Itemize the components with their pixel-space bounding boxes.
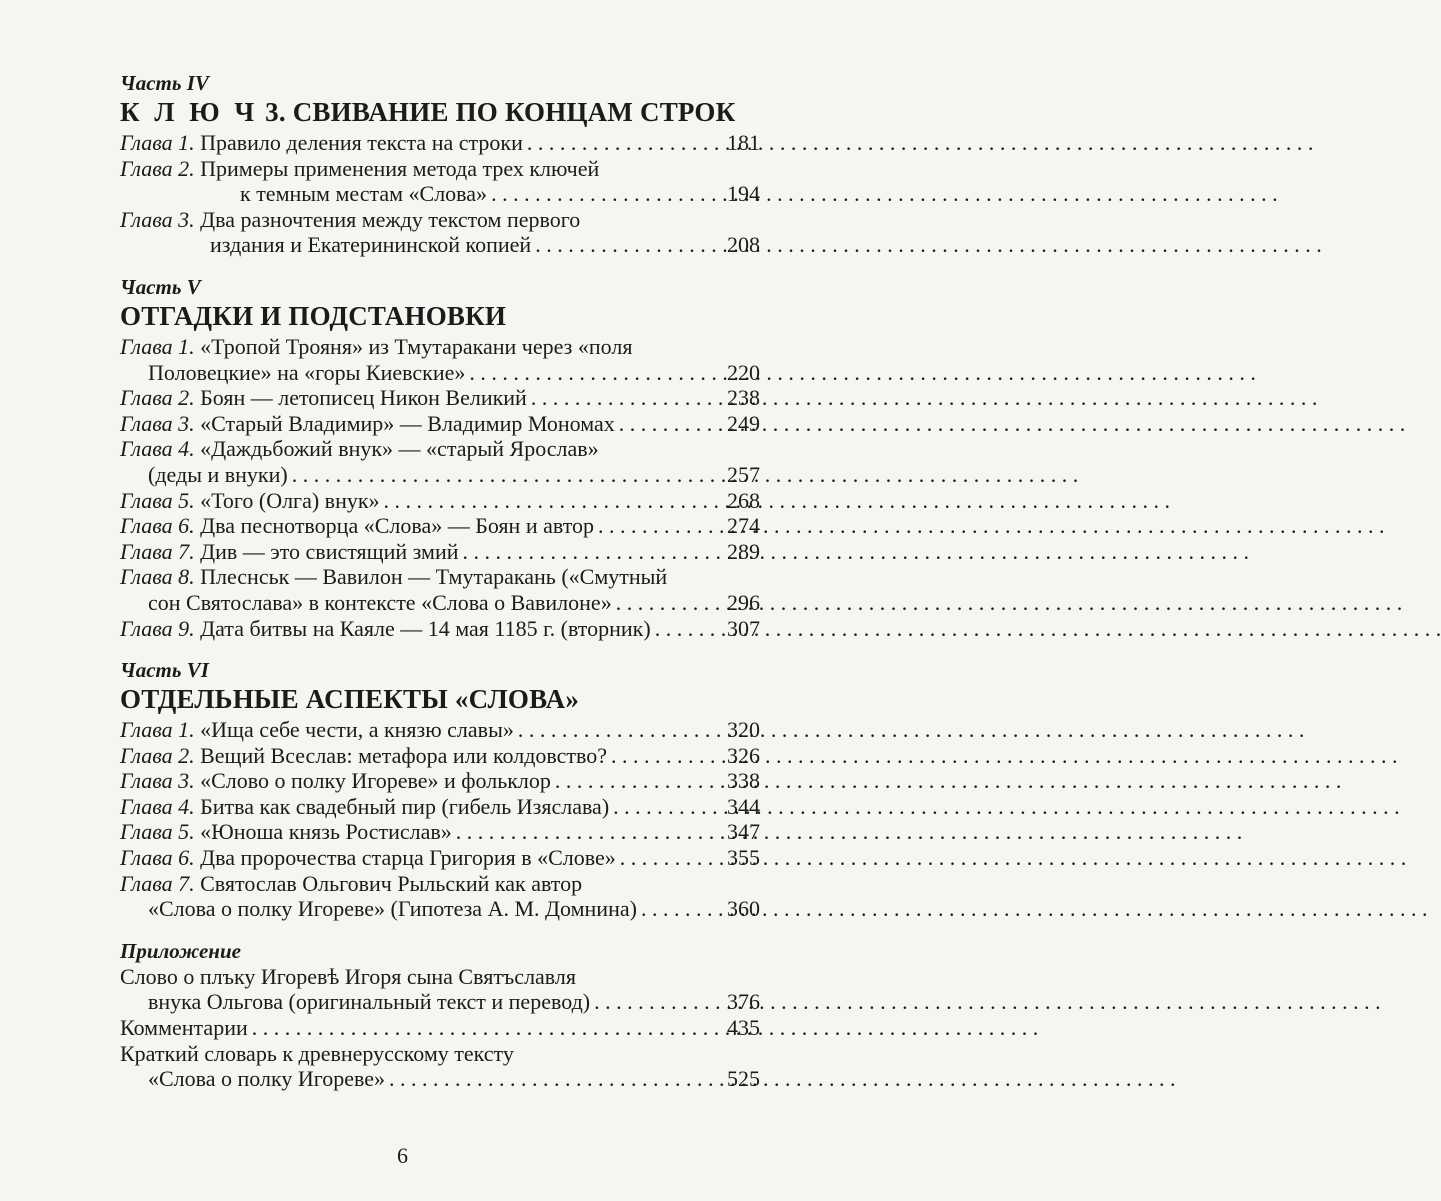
entry-title: Дата битвы на Каяле — 14 мая 1185 г. (вторник) xyxy=(200,615,651,641)
page-number: 344 xyxy=(727,793,760,819)
toc-entry xyxy=(120,488,760,514)
entry-title-continued: Половецкие» на «горы Киевские» xyxy=(148,359,466,385)
entry-title-continued: сон Святослава» в контексте «Слова о Вавилоне» xyxy=(148,589,612,615)
entry-title: Див — это свистящий змий xyxy=(200,538,459,564)
chapter-label: Глава 2. xyxy=(120,742,195,768)
entry-title: Два пророчества старца Григория в «Слове» xyxy=(200,845,616,871)
entry-title-continued: «Слова о полку Игореве» (Гипотеза А. М. Домнина) xyxy=(148,896,637,922)
part-title-lead: К Л Ю Ч xyxy=(120,97,259,127)
part-label: Часть V xyxy=(120,274,201,299)
toc-entry xyxy=(120,964,760,1015)
page-number: 257 xyxy=(727,461,760,487)
page-number: 320 xyxy=(727,717,760,743)
page-number: 360 xyxy=(727,896,760,922)
toc-entry xyxy=(120,819,760,845)
entry-title: «Тропой Трояня» из Тмутаракани через «поля xyxy=(200,333,633,359)
entry-title-continued: (деды и внуки) xyxy=(148,461,288,487)
page-number: 249 xyxy=(727,410,760,436)
entry-title: Краткий словарь к древнерусскому тексту xyxy=(120,1040,514,1066)
entry-title: Правило деления текста на строки xyxy=(200,130,523,155)
entry-title: Битва как свадебный пир (гибель Изяслава) xyxy=(200,793,610,819)
chapter-label: Глава 5. xyxy=(120,819,195,845)
part-v-section xyxy=(120,274,760,641)
entry-title: Плеснськ — Вавилон — Тмутаракань («Смутный xyxy=(200,564,668,590)
page-number: 194 xyxy=(727,181,760,207)
page-number: 435 xyxy=(727,1015,760,1041)
page-folio: 6 xyxy=(397,1143,408,1168)
part-iv-section xyxy=(120,70,760,258)
toc-entry xyxy=(120,1041,760,1092)
page-number: 268 xyxy=(727,487,760,513)
part-title: ОТГАДКИ И ПОДСТАНОВКИ xyxy=(120,300,507,331)
entry-title: Два разночтения между текстом первого xyxy=(200,206,581,232)
page-number: 376 xyxy=(727,989,760,1015)
chapter-label: Глава 3. xyxy=(120,768,195,794)
part-title-rest: 3. СВИВАНИЕ ПО КОНЦАМ СТРОК xyxy=(258,97,736,127)
page-number: 307 xyxy=(727,615,760,641)
part-title: ОТДЕЛЬНЫЕ АСПЕКТЫ «СЛОВА» xyxy=(120,684,580,715)
entry-title: «Даждьбожий внук» — «старый Ярослав» xyxy=(200,436,599,462)
entry-title: «Ища себе чести, а князю славы» xyxy=(200,717,514,743)
chapter-label: Глава 1. xyxy=(120,130,195,155)
page-number: 238 xyxy=(727,385,760,411)
toc-entry xyxy=(120,845,760,871)
page-number: 296 xyxy=(727,589,760,615)
toc-entry xyxy=(120,513,760,539)
table-of-contents xyxy=(120,70,760,1108)
page-number: 274 xyxy=(727,513,760,539)
entry-title: «Юноша князь Ростислав» xyxy=(200,819,452,845)
entry-title: Вещий Всеслав: метафора или колдовство? xyxy=(200,742,608,768)
toc-entry xyxy=(120,207,760,258)
toc-entry xyxy=(120,743,760,769)
page-number: 347 xyxy=(727,819,760,845)
toc-entry xyxy=(120,616,760,642)
page-number: 289 xyxy=(727,538,760,564)
chapter-label: Глава 8. xyxy=(120,564,195,590)
entry-title: «Слово о полку Игореве» и фольклор xyxy=(200,768,551,794)
part-title xyxy=(120,96,760,128)
chapter-label: Глава 6. xyxy=(120,845,195,871)
chapter-label: Глава 9. xyxy=(120,615,195,641)
entry-title: Слово о плъку Игоревѣ Игоря сына Святъславля xyxy=(120,963,577,989)
entry-title-continued: издания и Екатерининской копией xyxy=(210,232,532,258)
toc-entry xyxy=(120,334,760,385)
toc-entry xyxy=(120,768,760,794)
entry-title-continued: к темным местам «Слова» xyxy=(240,181,488,207)
page-number: 326 xyxy=(727,742,760,768)
page-number: 338 xyxy=(727,768,760,794)
chapter-label: Глава 5. xyxy=(120,487,195,513)
chapter-label: Глава 3. xyxy=(120,206,195,232)
page-number: 181 xyxy=(727,130,760,155)
toc-entry xyxy=(120,871,760,922)
toc-entry xyxy=(120,539,760,565)
page-number: 220 xyxy=(727,359,760,385)
entry-title: Святослав Ольгович Рыльский как автор xyxy=(200,870,583,896)
page-number: 355 xyxy=(727,845,760,871)
toc-entry xyxy=(120,385,760,411)
toc-entry xyxy=(120,156,760,207)
entry-title-continued: «Слова о полку Игореве» xyxy=(148,1066,386,1092)
entry-title-continued: внука Ольгова (оригинальный текст и перевод) xyxy=(148,989,591,1015)
entry-title: Комментарии xyxy=(120,1015,248,1041)
part-label: Часть VI xyxy=(120,658,209,683)
entry-title: Два песнотворца «Слова» — Боян и автор xyxy=(200,513,595,539)
toc-entry xyxy=(120,436,760,487)
appendix-section xyxy=(120,938,760,1092)
chapter-label: Глава 6. xyxy=(120,513,195,539)
chapter-label: Глава 3. xyxy=(120,410,195,436)
entry-title: Боян — летописец Никон Великий xyxy=(200,385,527,411)
chapter-label: Глава 1. xyxy=(120,717,195,743)
toc-entry xyxy=(120,717,760,743)
toc-entry xyxy=(120,411,760,437)
appendix-label: Приложение xyxy=(120,938,241,963)
toc-entry xyxy=(120,564,760,615)
part-label: Часть IV xyxy=(120,71,209,95)
toc-entry xyxy=(120,130,760,156)
page-number: 208 xyxy=(727,232,760,258)
entry-title: «Того (Олга) внук» xyxy=(200,487,380,513)
entry-title: Примеры применения метода трех ключей xyxy=(200,155,600,181)
toc-entry xyxy=(120,794,760,820)
toc-entry xyxy=(120,1015,760,1041)
chapter-label: Глава 1. xyxy=(120,333,195,359)
chapter-label: Глава 7. xyxy=(120,870,195,896)
chapter-label: Глава 2. xyxy=(120,155,195,181)
part-vi-section xyxy=(120,657,760,922)
chapter-label: Глава 4. xyxy=(120,793,195,819)
chapter-label: Глава 4. xyxy=(120,436,195,462)
chapter-label: Глава 7. xyxy=(120,538,195,564)
entry-title: «Старый Владимир» — Владимир Мономах xyxy=(200,410,615,436)
page-number: 525 xyxy=(727,1066,760,1092)
chapter-label: Глава 2. xyxy=(120,385,195,411)
